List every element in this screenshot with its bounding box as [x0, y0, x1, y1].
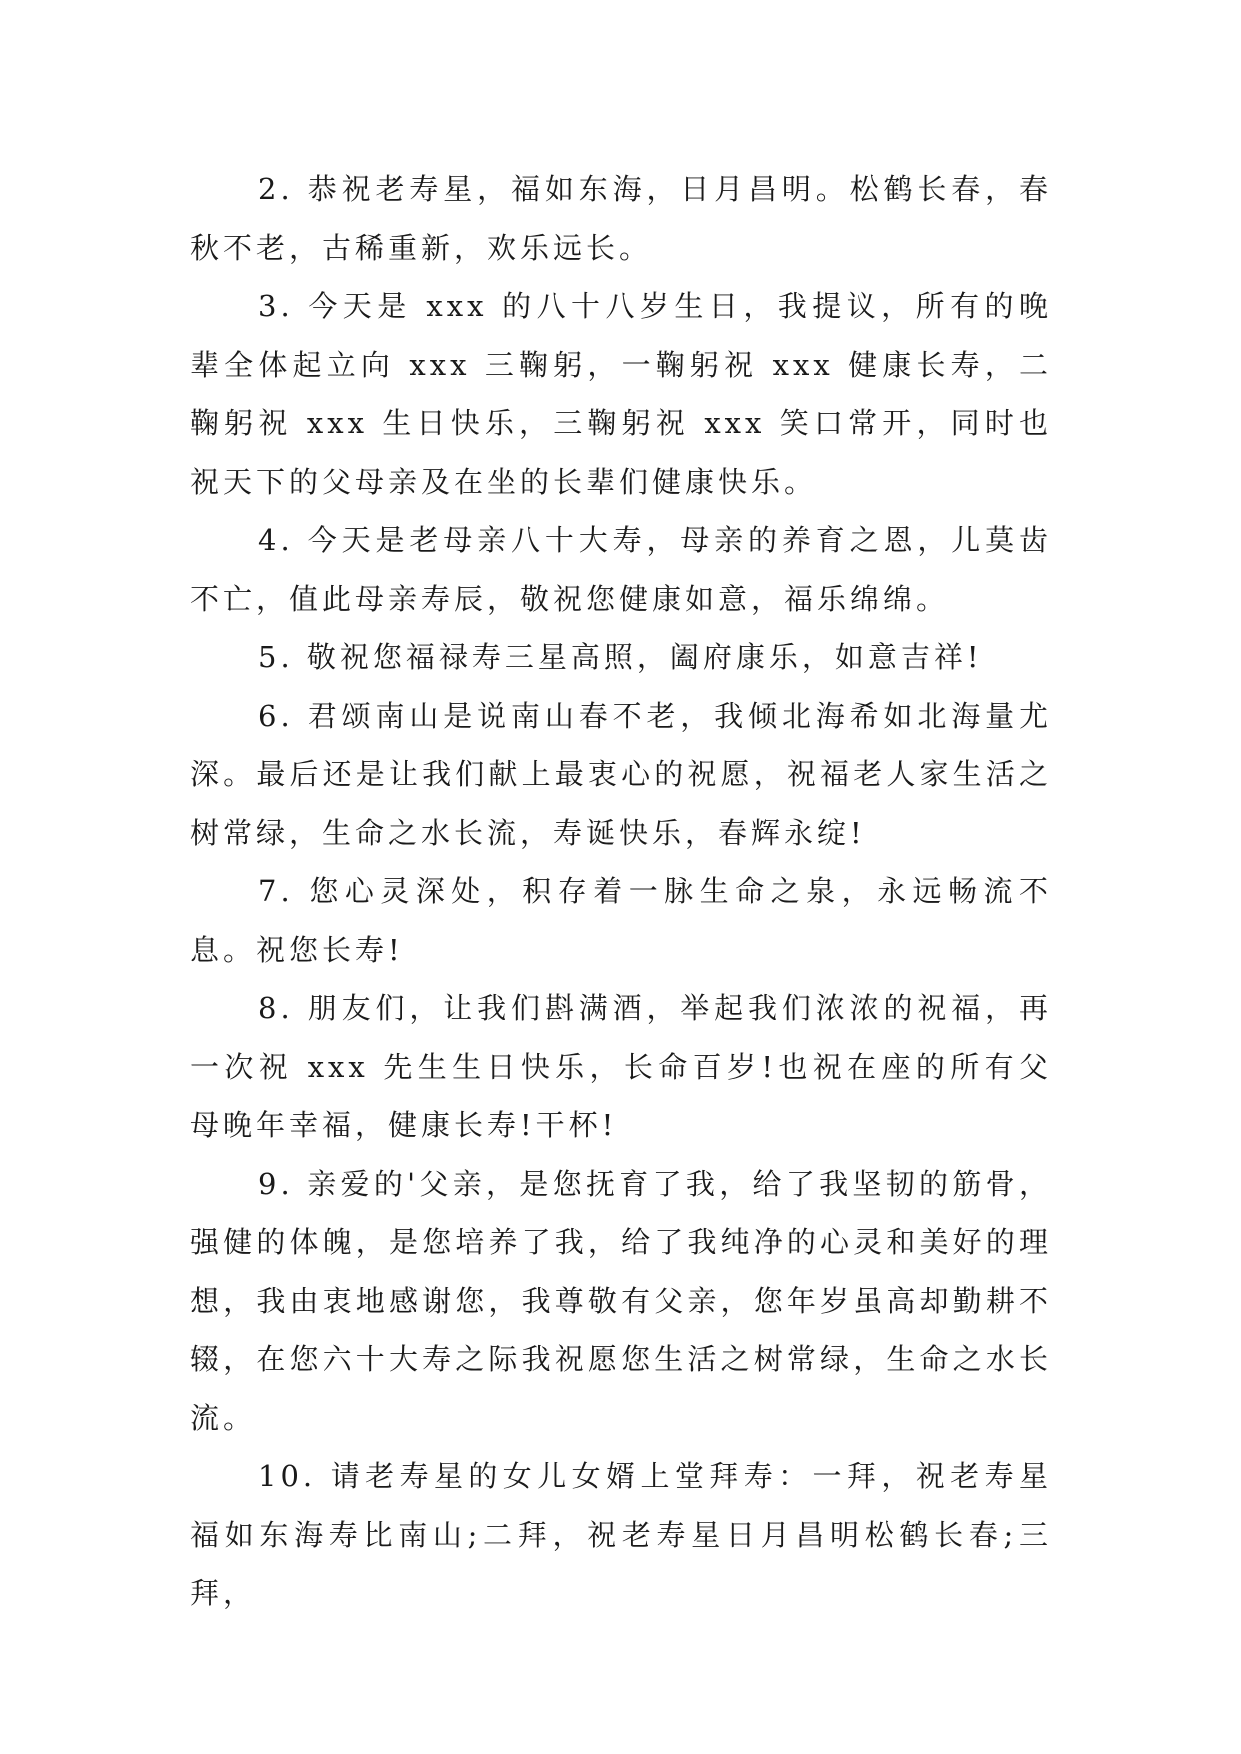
document-body — [190, 160, 1052, 1623]
paragraph-item-2: 2. 恭祝老寿星，福如东海，日月昌明。松鹤长春，春秋不老，古稀重新，欢乐远长。 — [190, 172, 1052, 265]
paragraph-item-8: 8. 朋友们，让我们斟满酒，举起我们浓浓的祝福，再一次祝 xxx 先生生日快乐，长命百岁!也祝在座的所有父母晚年幸福，健康长寿!干杯! — [190, 991, 1052, 1142]
paragraph-item-6: 6. 君颂南山是说南山春不老，我倾北海希如北海量尤深。最后还是让我们献上最衷心的祝愿，祝福老人家生活之树常绿，生命之水长流，寿诞快乐，春辉永绽! — [190, 698, 1052, 850]
paragraph-item-3: 3. 今天是 xxx 的八十八岁生日，我提议，所有的晚辈全体起立向 xxx 三鞠躬，一鞠躬祝 xxx 健康长寿，二鞠躬祝 xxx 生日快乐，三鞠躬祝 xxx 笑口常开，同时也祝天下的父母亲及在坐的长辈们健康快乐。 — [190, 289, 1052, 499]
paragraph-item-7: 7. 您心灵深处，积存着一脉生命之泉，永远畅流不息。祝您长寿! — [190, 874, 1052, 967]
paragraph-item-10: 10. 请老寿星的女儿女婿上堂拜寿：一拜，祝老寿星福如东海寿比南山;二拜，祝老寿星日月昌明松鹤长春;三拜， — [190, 1459, 1052, 1610]
paragraph-item-5: 5. 敬祝您福禄寿三星高照，阖府康乐，如意吉祥! — [258, 640, 983, 674]
paragraph-item-4: 4. 今天是老母亲八十大寿，母亲的养育之恩，儿莫齿不亡，值此母亲寿辰，敬祝您健康如意，福乐绵绵。 — [190, 523, 1052, 616]
paragraph-item-9: 9. 亲爱的'父亲，是您抚育了我，给了我坚韧的筋骨，强健的体魄，是您培养了我，给了我纯净的心灵和美好的理想，我由衷地感谢您，我尊敬有父亲，您年岁虽高却勤耕不辍，在您六十大寿之际我祝愿您生活之树常绿，生命之水长流。 — [190, 1166, 1052, 1435]
